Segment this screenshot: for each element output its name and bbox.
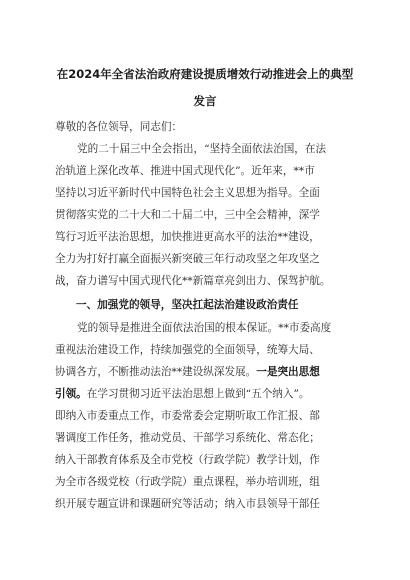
paragraph-line: 坚持以习近平新时代中国特色社会主义思想为指导。全面 xyxy=(55,187,320,199)
paragraph-line: 署调度工作任务，推动党员、干部学习系统化、常态化； xyxy=(55,432,320,444)
emphasis-text: 一是突出思想 xyxy=(256,366,320,378)
paragraph-line xyxy=(55,365,355,379)
paragraph-line: 笃行习近平法治思想，加快推进更高水平的法治**建设， xyxy=(55,231,320,243)
paragraph-line: 贯彻落实党的二十大和二十届二中，三中全会精神，深学 xyxy=(55,209,320,221)
paragraph-line: 为全市各级党校（行政学院）重点课程，举办培训班，组 xyxy=(55,476,320,488)
paragraph-text: 在学习贯彻习近平法治思想上做到“五个纳入”。 xyxy=(86,388,310,400)
paragraph-line: 纳入干部教育体系及全市党校（行政学院）教学计划，作 xyxy=(55,454,320,466)
paragraph-line: 治轨道上深化改革、推进中国式现代化”。近年来，**市 xyxy=(55,165,315,177)
paragraph-line: 即纳入市委重点工作，市委常委会定期听取工作汇报、部 xyxy=(55,410,320,422)
paragraph-line: 全力为打好打赢全面振兴新突破三年行动攻坚之年攻坚之 xyxy=(55,253,320,265)
section-heading: 一、加强党的领导，坚决扛起法治建设政治责任 xyxy=(76,299,299,311)
paragraph-line: 党的领导是推进全面依法治国的根本保证。**市委高度 xyxy=(77,322,332,334)
paragraph-line: 党的二十届三中全会指出，“坚持全面依法治国，在法 xyxy=(77,143,327,155)
paragraph-line xyxy=(55,387,355,401)
document-title-line-2: 发言 xyxy=(193,94,217,108)
paragraph-text: 协调各方，不断推动法治**建设纵深发展。 xyxy=(55,366,257,378)
paragraph-line: 战，奋力谱写中国式现代化**新篇章亮剑出力、保驾护航。 xyxy=(55,275,331,287)
document-title-line-1: 在2024年全省法治政府建设提质增效行动推进会上的典型 xyxy=(56,67,354,81)
paragraph-line: 织开展专题宣讲和课题研究等活动；纳入市县领导干部任 xyxy=(55,498,320,510)
paragraph-line: 重视法治建设工作，持续加强党的全面领导，统筹大局、 xyxy=(55,344,320,356)
greeting: 尊敬的各位领导，同志们： xyxy=(55,121,183,133)
emphasis-text: 引领。 xyxy=(55,388,87,400)
